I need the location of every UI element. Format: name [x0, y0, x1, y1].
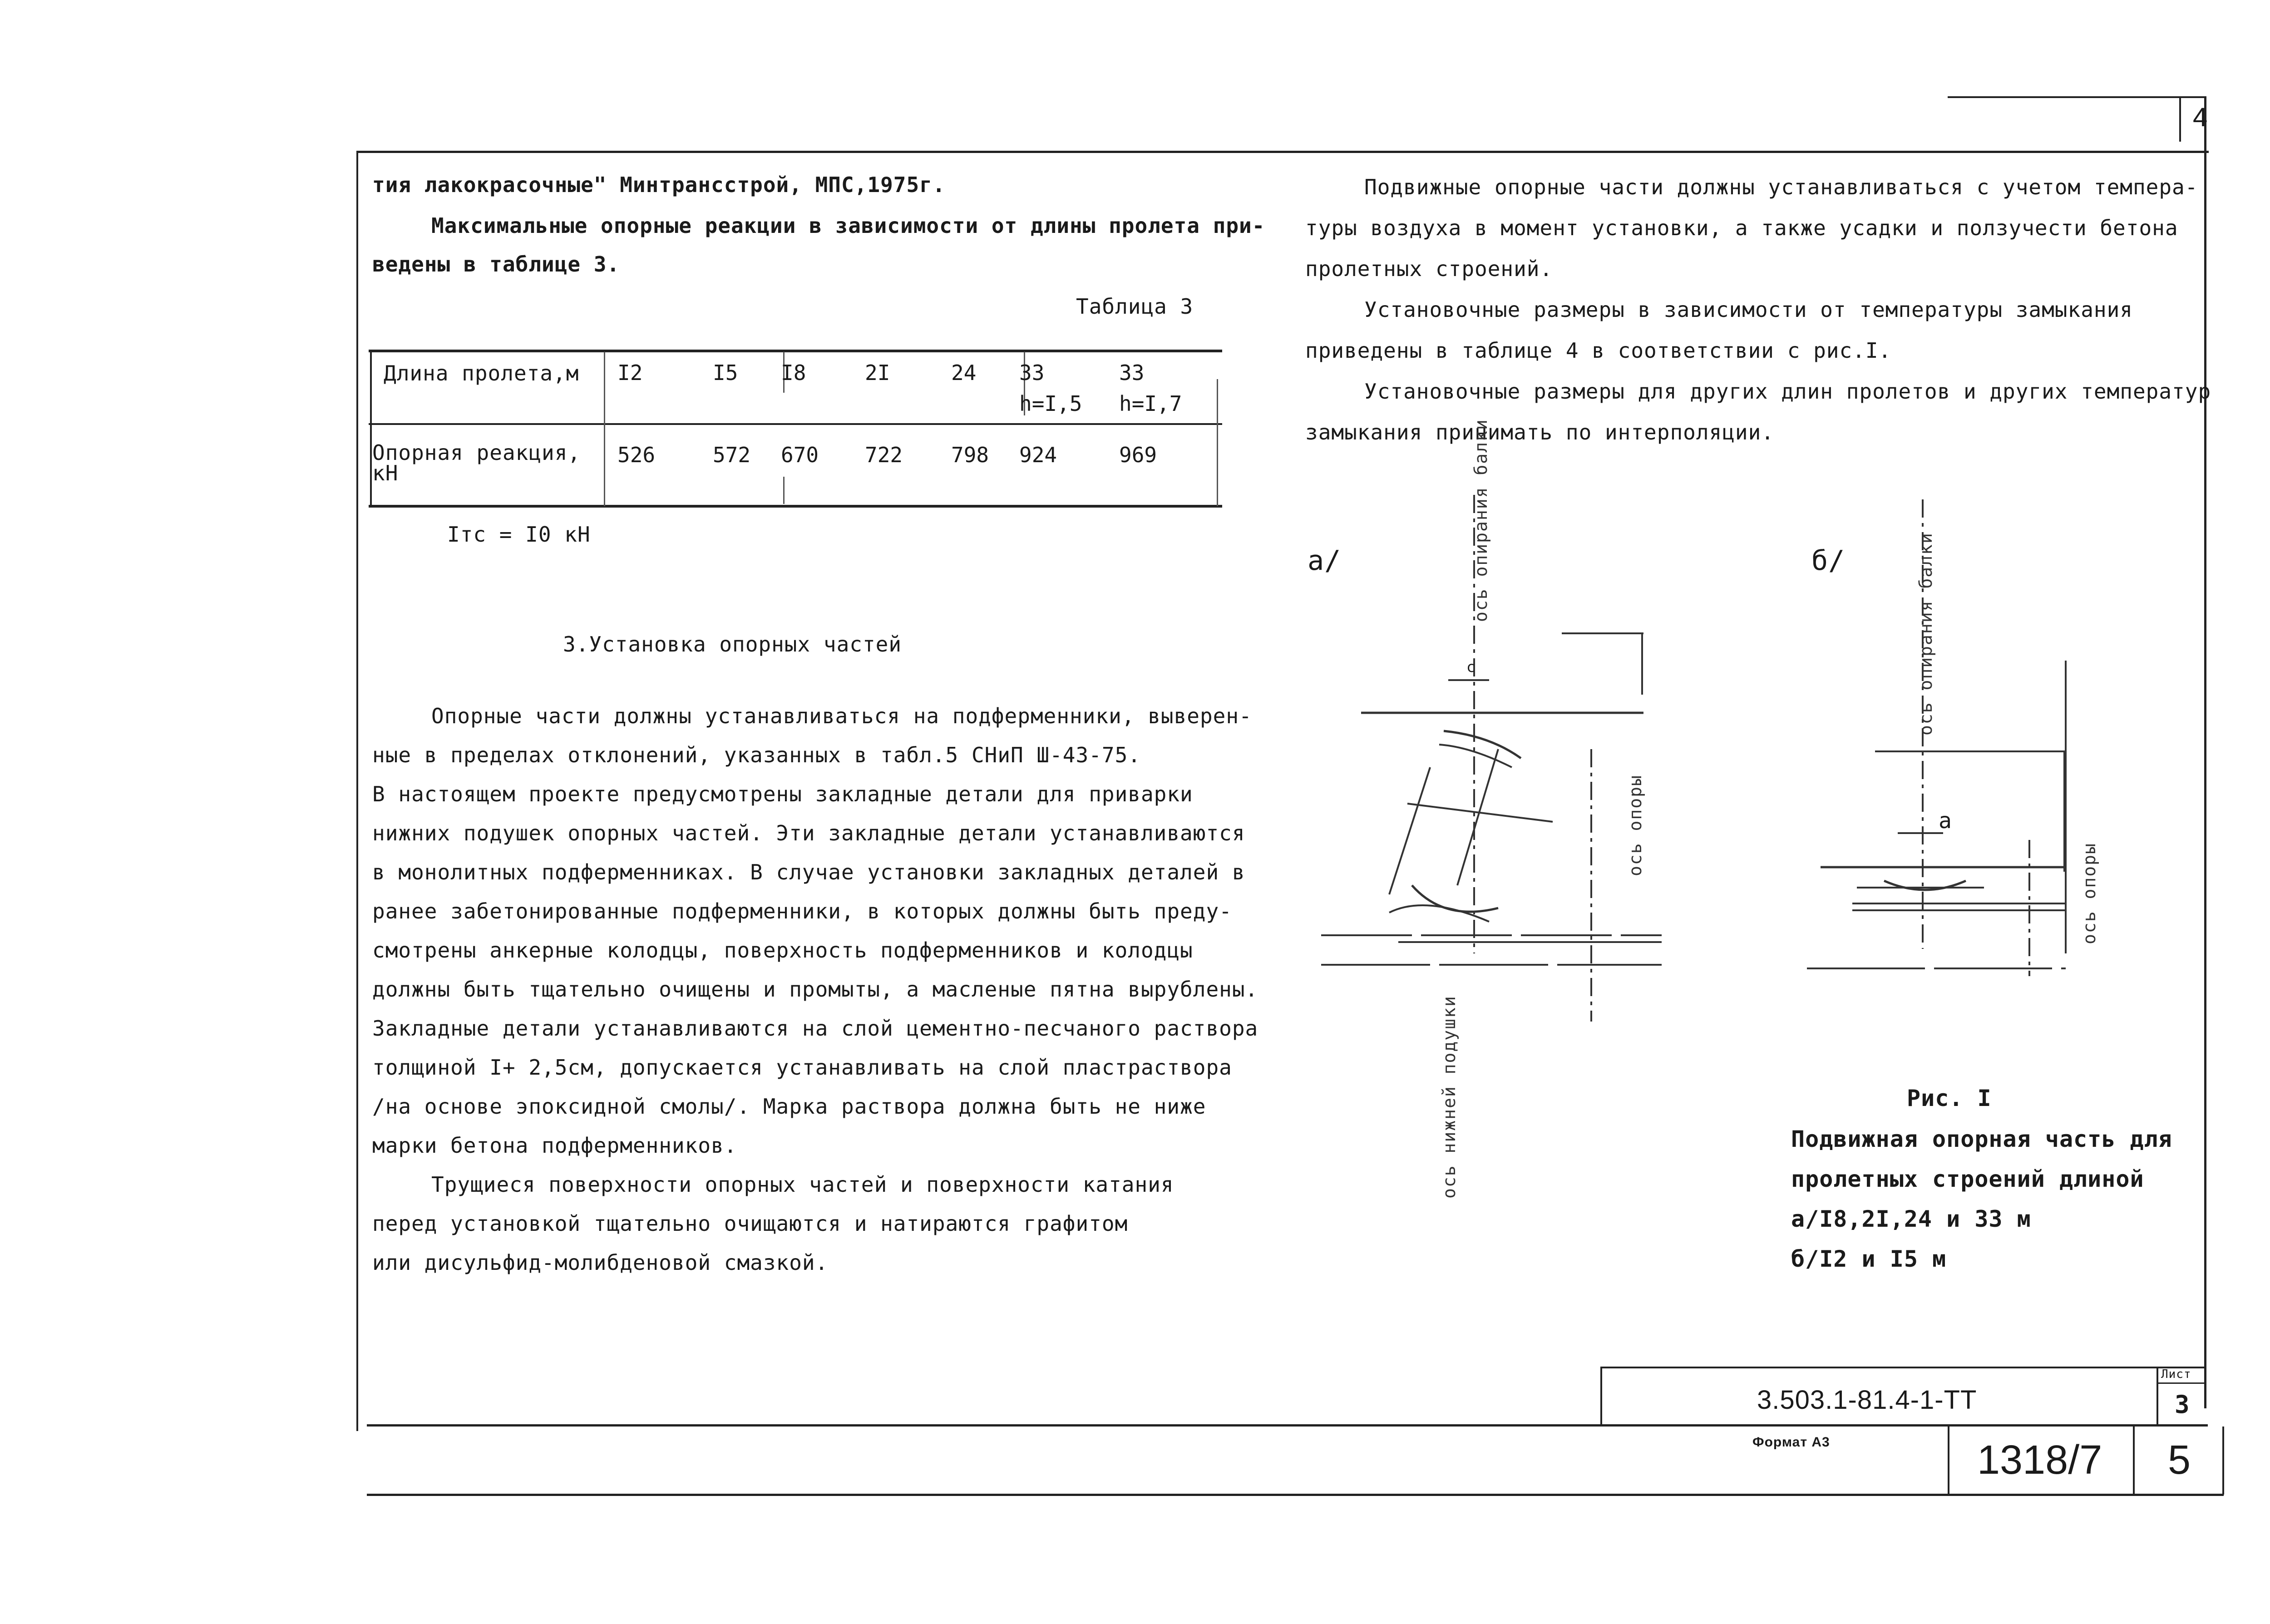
body-line: перед установкой тщательно очищаются и натираются графитом [372, 1211, 1128, 1236]
reaction-cell: 670 [781, 443, 819, 467]
span-cell: 33 [1119, 360, 1145, 385]
page-number: 5 [2168, 1437, 2191, 1483]
right-text-line: Установочные размеры в зависимости от температуры замыкания [1364, 297, 2133, 322]
fig-a-support-axis-label: ось опоры [1625, 775, 1645, 876]
right-frame-line [2204, 96, 2206, 1408]
body-line: толщиной I+ 2,5см, допускается устанавливать на слой пластраствора [372, 1055, 1232, 1080]
reactions-paragraph-line2: ведены в таблице 3. [372, 252, 620, 276]
reaction-cell: 526 [617, 443, 656, 467]
top-frame-line [356, 151, 2209, 153]
body-line: смотрены анкерные колодцы, поверхность подферменников и колодцы [372, 938, 1193, 963]
table-header-divider [604, 352, 605, 506]
table-bottom-border [369, 505, 1222, 508]
archive-right-line [2133, 1427, 2135, 1495]
right-text-line: туры воздуха в момент установки, а также усадки и ползучести бетона [1305, 216, 2178, 240]
span-cell: 24 [951, 360, 977, 385]
body-line: Опорные части должны устанавливаться на подферменники, выверен- [431, 704, 1252, 728]
table-caption: Таблица 3 [1076, 294, 1194, 319]
reaction-cell: 722 [865, 443, 903, 467]
body-line: /на основе эпоксидной смолы/. Марка раствора должна быть не ниже [372, 1094, 1206, 1119]
body-line: в монолитных подферменниках. В случае установки закладных деталей в [372, 860, 1245, 884]
h-note-cell: h=I,5 [1019, 391, 1082, 416]
page-num-box-divider [2179, 96, 2181, 142]
body-line: нижних подушек опорных частей. Эти закладные детали устанавливаются [372, 821, 1245, 845]
unit-note: Iтс = I0 кН [447, 522, 591, 547]
page-number-top: 4 [2193, 103, 2208, 132]
table-row2-header-line1: Опорная реакция, [372, 440, 581, 465]
reaction-cell: 924 [1019, 443, 1057, 467]
span-cell: I8 [781, 360, 806, 385]
left-frame-line [356, 151, 358, 1431]
body-line: ранее забетонированные подферменники, в которых должны быть преду- [372, 899, 1232, 923]
format-label: Формат А3 [1752, 1435, 1830, 1450]
table-row2-header-line2: кН [372, 461, 399, 485]
stamp-sheet-label-line [2156, 1382, 2206, 1384]
fig-b-support-axis-label: ось опоры [2079, 843, 2099, 944]
figure-caption-line4: б/I2 и I5 м [1791, 1246, 1947, 1272]
archive-number: 1318/7 [1977, 1437, 2102, 1483]
reactions-paragraph-line1: Максимальные опорные реакции в зависимости от длины пролета при- [431, 213, 1265, 238]
figure-caption-line1: Подвижная опорная часть для [1791, 1126, 2172, 1152]
fig-a-lower-axis-label: ось нижней подушки [1439, 995, 1459, 1199]
table-top-border [369, 350, 1222, 352]
body-line: ные в пределах отклонений, указанных в табл.5 СНиП Ш-43-75. [372, 743, 1141, 767]
sheet-number: 3 [2175, 1390, 2190, 1419]
section-heading: 3.Установка опорных частей [563, 632, 902, 657]
archive-left-line [1948, 1427, 1949, 1495]
right-text-line: замыкания принимать по интерполяции. [1305, 420, 1774, 444]
stamp-left-line [1600, 1367, 1602, 1426]
sheet-label: Лист [2161, 1367, 2191, 1381]
roller-right [1457, 749, 1498, 885]
table-right-border [1217, 379, 1218, 506]
body-line: должны быть тщательно очищены и промыты, а масленые пятна вырублены. [372, 977, 1258, 1002]
spans-grid [613, 354, 1192, 474]
reactions-row [613, 422, 1192, 474]
reaction-cell: 572 [713, 443, 751, 467]
stamp-sheet-divider [2156, 1367, 2158, 1426]
lower-plate-arc [1412, 885, 1498, 912]
span-cell: 2I [865, 360, 890, 385]
fig-b-label: б/ [1811, 545, 1846, 577]
bottom-frame-line [367, 1424, 2208, 1427]
span-cell: I5 [713, 360, 738, 385]
span-cell: I2 [617, 360, 643, 385]
right-text-line: Установочные размеры для других длин пролетов и других температур [1364, 379, 2211, 404]
top-short-line [1948, 96, 2206, 98]
figure-caption-line2: пролетных строений длиной [1791, 1166, 2144, 1192]
fig-a-label: а/ [1308, 545, 1342, 577]
right-text-line: приведены в таблице 4 в соответствии с рис.I. [1305, 338, 1892, 363]
right-text-line: пролетных строений. [1305, 257, 1553, 281]
archive-end-line [2222, 1427, 2224, 1495]
body-line: В настоящем проекте предусмотрены закладные детали для приварки [372, 782, 1193, 806]
h-notes-row [613, 391, 1192, 422]
axis-cross [1407, 804, 1553, 822]
figure-title: Рис. I [1907, 1085, 1992, 1111]
table-row1-header: Длина пролета,м [384, 361, 579, 385]
body-line: или дисульфид-молибденовой смазкой. [372, 1250, 829, 1275]
fig-b-dim-a: а [1939, 808, 1952, 834]
figure-a-svg [1308, 477, 1716, 1022]
stamp-top-line [1600, 1367, 2206, 1368]
doc-code: 3.503.1-81.4-1-ТТ [1757, 1385, 1977, 1415]
table-col-divider-33-row2 [783, 477, 785, 504]
fig-a-beam-axis-label: ось опирания балки [1471, 419, 1491, 622]
roller-left [1389, 767, 1430, 894]
outer-bottom-line [367, 1494, 2224, 1496]
right-text-line: Подвижные опорные части должны устанавливаться с учетом темпера- [1364, 175, 2198, 199]
reaction-cell: 798 [951, 443, 989, 467]
body-line: Закладные детали устанавливаются на слой цементно-песчаного раствора [372, 1016, 1258, 1041]
table-left-border [370, 350, 372, 506]
fig-a-dim-c: с [1466, 658, 1476, 676]
intro-line: тия лакокрасочные" Минтрансстрой, МПС,1975г. [372, 173, 946, 197]
fig-b-beam-axis-label: ось опирания балки [1916, 532, 1936, 735]
spans-row [613, 354, 1192, 391]
body-line: марки бетона подферменников. [372, 1133, 737, 1158]
reaction-cell: 969 [1119, 443, 1157, 467]
body-line: Трущиеся поверхности опорных частей и поверхности катания [431, 1172, 1174, 1197]
figure-caption-line3: а/I8,2I,24 и 33 м [1791, 1206, 2031, 1232]
span-cell: 33 [1019, 360, 1045, 385]
h-note-cell: h=I,7 [1119, 391, 1182, 416]
upper-plate-arc2 [1439, 745, 1512, 767]
